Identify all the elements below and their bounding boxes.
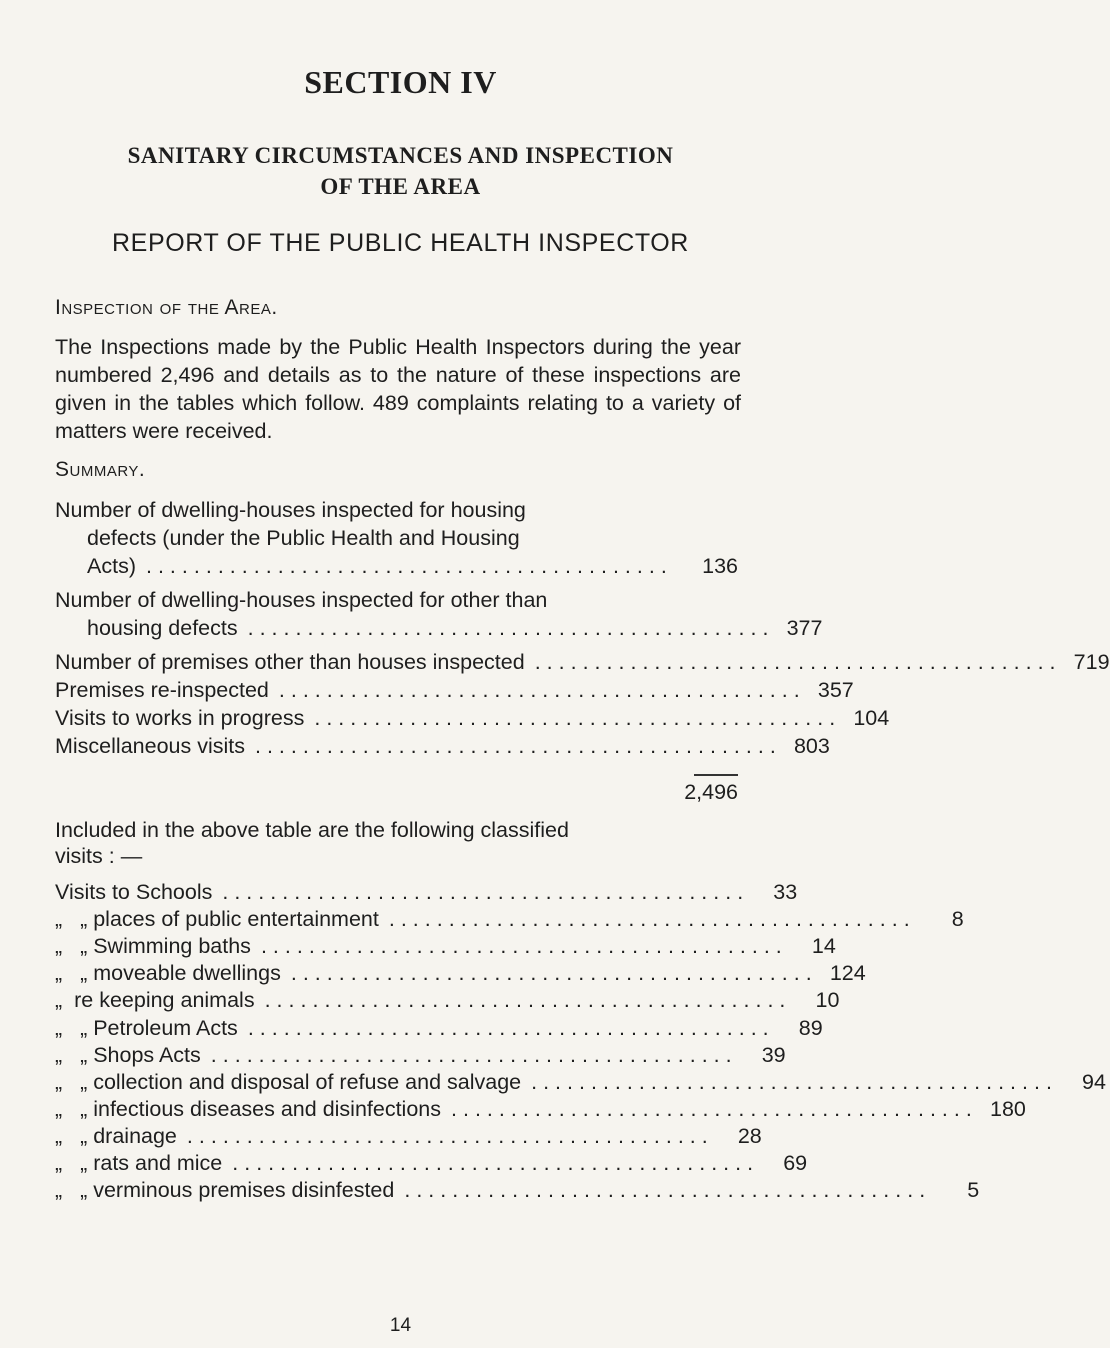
summary-value: 104 [853, 706, 890, 730]
leader-dots: ............................................ [290, 961, 818, 986]
visit-row [55, 1041, 786, 1069]
visit-label: „ „ drainage [55, 1123, 177, 1148]
summary-value: 803 [793, 734, 830, 758]
summary-item-1-line-2: defects (under the Public Health and Housing [87, 526, 520, 550]
visit-label: „ „ Petroleum Acts [55, 1015, 238, 1040]
leader-dots: ............................................ [264, 988, 792, 1013]
summary-row: Visits to works in progress ............................................ 104 [55, 706, 890, 730]
visit-label: Visits to Schools [55, 880, 213, 904]
visit-value: 180 [989, 1096, 1026, 1121]
leader-dots: ............................................ [210, 1042, 738, 1067]
visit-row [55, 878, 798, 906]
leader-dots: ............................................ [534, 650, 1062, 674]
summary-item-1-line-1: Number of dwelling-houses inspected for housing [55, 498, 526, 522]
visit-value: 5 [967, 1178, 980, 1203]
summary-value: 357 [817, 678, 854, 702]
inspection-heading: Inspection of the Area. [55, 296, 278, 319]
visit-row [55, 1068, 1106, 1096]
leader-dots: ............................................ [260, 934, 788, 959]
leader-dots: ............................................ [278, 678, 806, 702]
summary-item-2-line-1: Number of dwelling-houses inspected for other than [55, 588, 548, 612]
summary-row: Miscellaneous visits ............................................ 803 [55, 734, 830, 758]
section-heading: SECTION IV [304, 64, 497, 100]
summary-row: Acts) ............................................ 136 [87, 554, 738, 578]
summary-row: housing defects ............................................ 377 [87, 616, 823, 640]
visit-row [55, 905, 964, 933]
summary-value: 136 [702, 554, 738, 578]
classified-intro-line-1: Included in the above table are the following classified [55, 818, 569, 842]
leader-dots: ............................................ [254, 734, 782, 758]
leader-dots: ............................................ [145, 554, 673, 578]
leader-dots: ............................................ [314, 706, 842, 730]
visit-row [55, 932, 836, 960]
visit-value: 14 [811, 934, 836, 959]
summary-row: Number of premises other than houses inspected ............................................ 719 [55, 650, 1110, 674]
visit-row [55, 1149, 808, 1177]
leader-dots: ............................................ [531, 1069, 1058, 1094]
visit-label: „ „ Swimming baths [55, 934, 251, 959]
leader-dots: ............................................ [451, 1096, 978, 1121]
summary-value: 719 [1073, 650, 1110, 674]
visit-value: 28 [737, 1123, 762, 1148]
leader-dots: ............................................ [247, 616, 775, 640]
visit-row [55, 1014, 823, 1042]
visit-row [55, 1176, 980, 1204]
leader-dots: ............................................ [247, 1015, 775, 1040]
visit-row [55, 986, 840, 1014]
leader-dots: ............................................ [222, 880, 750, 904]
leader-dots: ............................................ [186, 1123, 714, 1148]
visit-value: 89 [798, 1015, 823, 1040]
visit-label: „ re keeping animals [55, 988, 255, 1013]
leader-dots: ............................................ [232, 1151, 760, 1175]
classified-intro-line-2: visits : — [55, 844, 143, 868]
summary-row: Premises re-inspected ............................................ 357 [55, 678, 854, 702]
summary-heading: Summary. [55, 458, 146, 481]
visit-label: „ „ infectious diseases and disinfections [55, 1096, 442, 1121]
visit-value: 10 [815, 988, 840, 1013]
summary-total: 2,496 [684, 780, 738, 804]
visit-label: „ „ places of public entertainment [55, 907, 379, 932]
visit-label: „ „ verminous premises disinfested [55, 1178, 395, 1203]
visit-label: „ „ rats and mice [55, 1151, 223, 1175]
title-line-2: OF THE AREA [320, 174, 481, 199]
visit-value: 33 [773, 880, 798, 904]
visit-row [55, 1122, 762, 1150]
summary-value: 377 [786, 616, 823, 640]
visit-label: „ „ collection and disposal of refuse and salvage [55, 1069, 522, 1094]
leader-dots: ............................................ [404, 1178, 932, 1203]
inspection-paragraph: The Inspections made by the Public Health Inspectors during the year numbered 2,496 and details as to the nature of these inspections are given in the tables which follow. 489 complaints relating to a variety of matters were received. [55, 335, 741, 443]
visit-value: 94 [1082, 1069, 1106, 1094]
report-title: REPORT OF THE PUBLIC HEALTH INSPECTOR [112, 229, 689, 257]
title-line-1: SANITARY CIRCUMSTANCES AND INSPECTION [127, 143, 674, 168]
visit-row [55, 1095, 1026, 1123]
visit-value: 69 [783, 1151, 808, 1175]
visit-label: „ „ moveable dwellings [55, 961, 281, 986]
visit-value: 124 [829, 961, 866, 986]
page-number: 14 [389, 1315, 412, 1336]
total-rule [694, 774, 738, 776]
visit-value: 8 [951, 907, 964, 932]
visit-value: 39 [761, 1042, 786, 1067]
visit-row [55, 959, 866, 987]
leader-dots: ............................................ [388, 907, 916, 932]
visit-label: „ „ Shops Acts [55, 1042, 201, 1067]
